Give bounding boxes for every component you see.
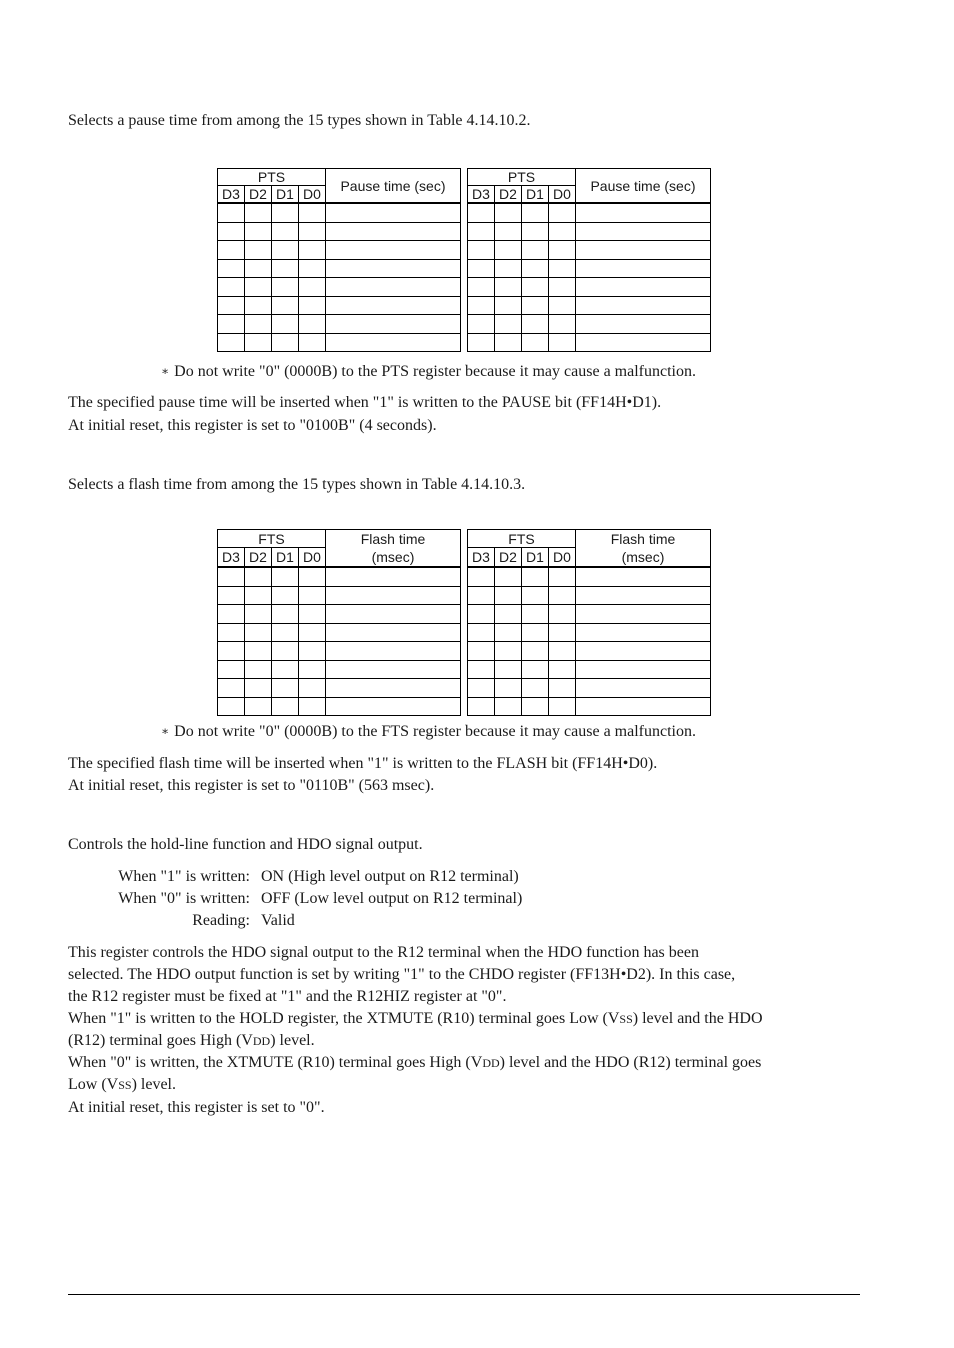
- hold-paragraph-line: selected. The HDO output function is set by writing "1" to the CHDO register (FF13H•D2). In this case,: [68, 966, 736, 983]
- bit-label: D2: [495, 186, 522, 204]
- subscript: SS: [619, 1012, 633, 1026]
- table-row: [218, 642, 461, 661]
- subscript: DD: [252, 1034, 271, 1048]
- table-row: [468, 259, 711, 278]
- table-row: [218, 679, 461, 698]
- pts-desc-1: The specified pause time will be inserted when "1" is written to the PAUSE bit (FF14H•D1).: [68, 394, 662, 411]
- bit-label: D2: [245, 186, 272, 204]
- footer-rule: [68, 1294, 860, 1295]
- table-row: [468, 333, 711, 352]
- pts-intro: Selects a pause time from among the 15 types shown in Table 4.14.10.2.: [68, 112, 531, 129]
- hold-write1-label: When "1" is written:: [118, 868, 250, 885]
- bit-label: D1: [272, 186, 299, 204]
- subscript: SS: [118, 1078, 132, 1092]
- pts-note: [161, 363, 696, 381]
- table-row: [218, 222, 461, 241]
- bit-label: D0: [299, 548, 326, 567]
- asterisk-mark: ∗: [161, 364, 170, 378]
- bit-label: D1: [522, 186, 549, 204]
- table-row: [218, 315, 461, 334]
- fts-group-label: FTS: [468, 530, 576, 548]
- hold-paragraph-line: At initial reset, this register is set to "0".: [68, 1099, 325, 1116]
- table-row: [218, 296, 461, 315]
- hold-paragraph-line: When "0" is written, the XTMUTE (R10) terminal goes High (VDD) level and the HDO (R12) terminal goes: [68, 1054, 762, 1071]
- table-row: [468, 296, 711, 315]
- pts-table-left: [217, 168, 461, 352]
- table-row: [468, 623, 711, 642]
- table-row: [218, 586, 461, 605]
- table-row: [218, 278, 461, 297]
- table-row: [468, 567, 711, 586]
- table-row: [468, 697, 711, 716]
- table-row: [468, 586, 711, 605]
- hold-write0-label: When "0" is written:: [118, 890, 250, 907]
- fts-value-header: Flash time (msec): [326, 530, 461, 568]
- table-row: [468, 315, 711, 334]
- pts-note-text: Do not write "0" (0000B) to the PTS register because it may cause a malfunction.: [174, 363, 696, 380]
- fts-desc-2: At initial reset, this register is set to "0110B" (563 msec).: [68, 777, 435, 794]
- hold-paragraph-line: the R12 register must be fixed at "1" and the R12HIZ register at "0".: [68, 988, 507, 1005]
- pts-value-header: Pause time (sec): [576, 169, 711, 204]
- table-row: [468, 660, 711, 679]
- table-row: [468, 278, 711, 297]
- hold-paragraph-line: Low (VSS) level.: [68, 1076, 176, 1093]
- table-row: [468, 679, 711, 698]
- pts-table-right: [467, 168, 711, 352]
- hold-write0-value: OFF (Low level output on R12 terminal): [261, 890, 523, 907]
- fts-table-left: [217, 529, 461, 716]
- table-row: [218, 333, 461, 352]
- table-row: [468, 241, 711, 260]
- fts-desc-1: The specified flash time will be inserted when "1" is written to the FLASH bit (FF14H•D0).: [68, 755, 658, 772]
- fts-value-header: Flash time (msec): [576, 530, 711, 568]
- table-row: [468, 642, 711, 661]
- table-row: [218, 660, 461, 679]
- subscript: DD: [482, 1056, 500, 1070]
- bit-label: D1: [272, 548, 299, 567]
- fts-table-right: [467, 529, 711, 716]
- table-row: [218, 203, 461, 222]
- fts-group-label: FTS: [218, 530, 326, 548]
- hold-write1-value: ON (High level output on R12 terminal): [261, 868, 519, 885]
- table-row: [218, 623, 461, 642]
- bit-label: D0: [549, 186, 576, 204]
- table-row: [468, 222, 711, 241]
- fts-note-text: Do not write "0" (0000B) to the FTS register because it may cause a malfunction.: [174, 723, 696, 740]
- bit-label: D3: [218, 548, 245, 567]
- bit-label: D2: [245, 548, 272, 567]
- pts-value-header: Pause time (sec): [326, 169, 461, 204]
- table-row: [468, 203, 711, 222]
- hold-paragraph-line: (R12) terminal goes High (VDD) level.: [68, 1032, 315, 1049]
- pts-desc-2: At initial reset, this register is set to "0100B" (4 seconds).: [68, 417, 437, 434]
- pts-group-label: PTS: [468, 169, 576, 186]
- bit-label: D3: [218, 186, 245, 204]
- table-row: [468, 605, 711, 624]
- bit-label: D2: [495, 548, 522, 567]
- bit-label: D0: [299, 186, 326, 204]
- hold-paragraph-line: This register controls the HDO signal output to the R12 terminal when the HDO function has been: [68, 944, 699, 961]
- hold-read-value: Valid: [261, 912, 295, 929]
- pts-group-label: PTS: [218, 169, 326, 186]
- table-row: [218, 567, 461, 586]
- bit-label: D3: [468, 548, 495, 567]
- bit-label: D0: [549, 548, 576, 567]
- hold-read-label: Reading:: [192, 912, 250, 929]
- table-row: [218, 241, 461, 260]
- hold-paragraph-line: When "1" is written to the HOLD register, the XTMUTE (R10) terminal goes Low (VSS) level and the HDO: [68, 1010, 763, 1027]
- fts-intro: Selects a flash time from among the 15 types shown in Table 4.14.10.3.: [68, 476, 526, 493]
- table-row: [218, 259, 461, 278]
- bit-label: D1: [522, 548, 549, 567]
- table-row: [218, 697, 461, 716]
- asterisk-mark: ∗: [161, 724, 170, 738]
- hold-intro: Controls the hold-line function and HDO signal output.: [68, 836, 423, 853]
- bit-label: D3: [468, 186, 495, 204]
- fts-note: [161, 723, 696, 741]
- table-row: [218, 605, 461, 624]
